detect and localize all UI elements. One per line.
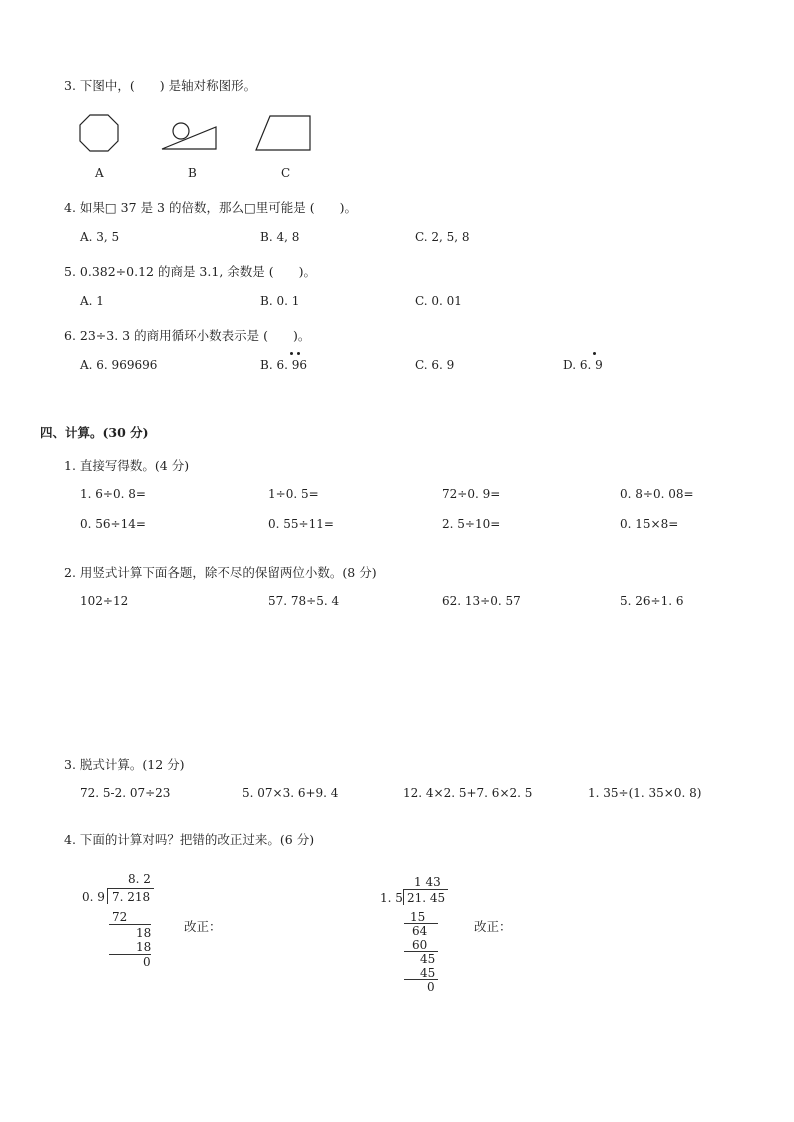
ld-step: 15 <box>410 910 426 924</box>
calc-4-title: 4. 下面的计算对吗？把错的改正过来。(6 分) <box>64 832 315 847</box>
figure-trapezoid <box>254 115 312 151</box>
calc-item: 0. 55÷11= <box>268 517 334 531</box>
q6-option-d: D. 6. 9 <box>563 358 603 372</box>
q4-option-b: B. 4, 8 <box>260 230 300 244</box>
calc-2-title: 2. 用竖式计算下面各题，除不尽的保留两位小数。(8 分) <box>64 565 377 580</box>
q4-option-a: A. 3, 5 <box>80 230 120 244</box>
calc-item: 57. 78÷5. 4 <box>268 594 340 608</box>
ld-step-line <box>109 924 151 925</box>
question-6: 6. 23÷3. 3 的商用循环小数表示是 ( )。 <box>64 328 311 343</box>
ld-step: 72 <box>112 910 128 924</box>
calc-item: 2. 5÷10= <box>442 517 501 531</box>
ld-bracket <box>403 889 404 905</box>
calc-3-title: 3. 脱式计算。(12 分) <box>64 757 185 772</box>
correction-label: 改正： <box>184 919 222 934</box>
q6-option-c: C. 6. 9 <box>415 358 455 372</box>
ld-bar <box>108 888 154 889</box>
q4-option-c: C. 2, 5, 8 <box>415 230 470 244</box>
repeating-dot <box>593 352 596 355</box>
calc-item: 5. 26÷1. 6 <box>620 594 684 608</box>
question-5: 5. 0.382÷0.12 的商是 3.1, 余数是 ( )。 <box>64 264 316 279</box>
calc-item: 0. 56÷14= <box>80 517 146 531</box>
ld-step: 18 <box>136 940 152 954</box>
figure-ball-on-slope <box>160 118 218 152</box>
ld-bracket <box>107 888 108 904</box>
repeating-dot <box>297 352 300 355</box>
question-3: 3. 下图中，( ) 是轴对称图形。 <box>64 78 257 93</box>
figure-label-a: A <box>95 166 104 180</box>
correction-label: 改正： <box>474 919 512 934</box>
calc-item: 1. 6÷0. 8= <box>80 487 146 501</box>
repeating-dot <box>290 352 293 355</box>
ld-step: 0 <box>143 955 151 969</box>
calc-1-title: 1. 直接写得数。(4 分) <box>64 458 190 473</box>
calc-item: 72÷0. 9= <box>442 487 501 501</box>
calc-item: 5. 07×3. 6+9. 4 <box>242 786 339 800</box>
calc-item: 0. 15×8= <box>620 517 679 531</box>
ld-dividend: 21. 45 <box>407 891 446 905</box>
ld-divisor: 0. 9 <box>82 890 105 904</box>
ld-step: 45 <box>420 952 436 966</box>
calc-item: 72. 5-2. 07÷23 <box>80 786 171 800</box>
calc-item: 102÷12 <box>80 594 129 608</box>
figure-octagon <box>78 114 120 152</box>
ld-dividend: 7. 218 <box>112 890 151 904</box>
calc-item: 1÷0. 5= <box>268 487 319 501</box>
calc-item: 0. 8÷0. 08= <box>620 487 694 501</box>
section-title: 四、计算。(30 分) <box>40 425 149 440</box>
ld-bar <box>404 889 448 890</box>
ld-quotient: 1 43 <box>414 875 441 889</box>
q5-option-a: A. 1 <box>80 294 104 308</box>
calc-item: 1. 35÷(1. 35×0. 8) <box>588 786 702 800</box>
calc-item: 12. 4×2. 5+7. 6×2. 5 <box>403 786 533 800</box>
ld-quotient: 8. 2 <box>128 872 151 886</box>
figure-label-b: B <box>188 166 197 180</box>
calc-item: 62. 13÷0. 57 <box>442 594 521 608</box>
ld-step: 64 <box>412 924 428 938</box>
ld-step: 45 <box>420 966 436 980</box>
q6-option-b: B. 6. 96 <box>260 358 307 372</box>
ld-step: 18 <box>136 926 152 940</box>
ld-step: 60 <box>412 938 428 952</box>
q5-option-b: B. 0. 1 <box>260 294 300 308</box>
q6-option-a: A. 6. 969696 <box>80 358 158 372</box>
ld-step: 0 <box>427 980 435 994</box>
figure-label-c: C <box>281 166 291 180</box>
q5-option-c: C. 0. 01 <box>415 294 462 308</box>
question-4: 4. 如果□ 37 是 3 的倍数，那么□里可能是 ( )。 <box>64 200 357 215</box>
ld-divisor: 1. 5 <box>380 891 403 905</box>
